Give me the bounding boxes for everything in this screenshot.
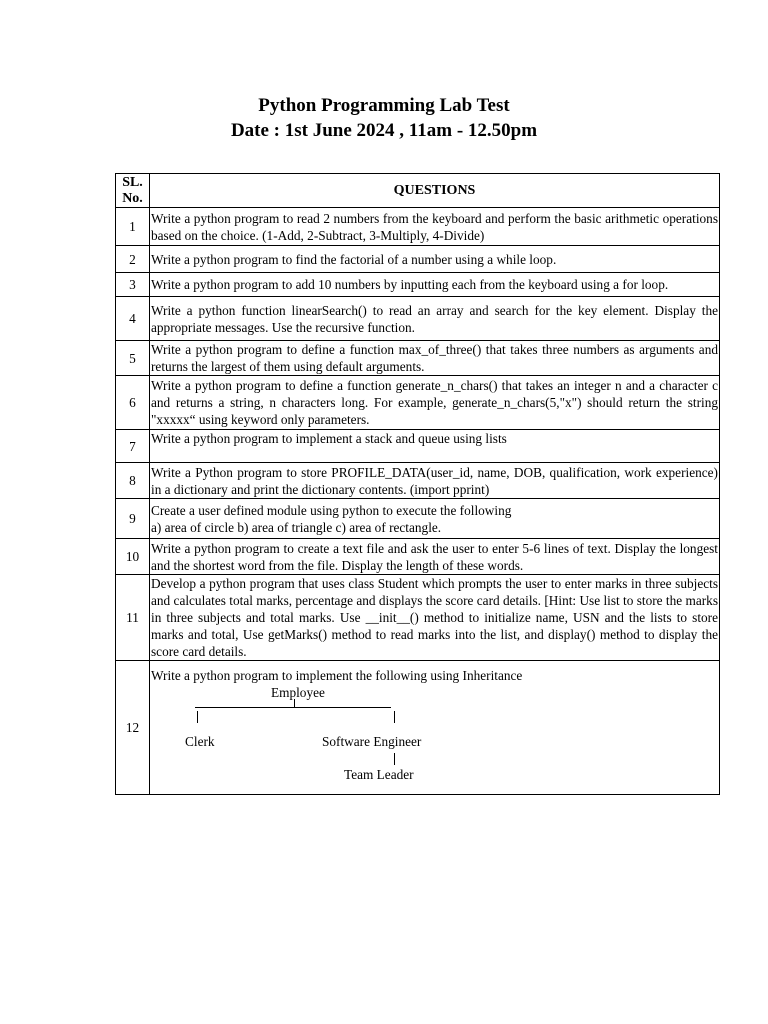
table-row: [116, 499, 720, 539]
tree-node-root: Employee: [271, 685, 325, 700]
row-number: 7: [116, 430, 150, 463]
question-text: [150, 499, 720, 539]
row-number: 4: [116, 297, 150, 341]
table-row: [116, 297, 720, 341]
row-number: 1: [116, 208, 150, 246]
table-row: [116, 341, 720, 376]
question-text: [150, 661, 720, 795]
table-row: [116, 661, 720, 795]
row-number: 8: [116, 463, 150, 499]
question-line: Create a user defined module using python to execute the following: [151, 502, 512, 518]
row-number: 6: [116, 376, 150, 430]
inheritance-diagram: [151, 684, 719, 794]
table-row: [116, 246, 720, 273]
tree-connector: [394, 753, 395, 765]
question-text: Write a python function linearSearch() to read an array and search for the key element. Display the appropriate messages. Use the recursive function.: [150, 297, 720, 341]
row-number: 2: [116, 246, 150, 273]
tree-node-left: Clerk: [185, 734, 215, 749]
question-text: Write a python program to define a function generate_n_chars() that takes an integer n and a character c and returns a string, n characters long. For example, generate_n_chars(5,"x") should return the string "xxxxx“ using keyword only parameters.: [150, 376, 720, 430]
table-row: [116, 208, 720, 246]
table-row: [116, 273, 720, 297]
question-text: Develop a python program that uses class Student which prompts the user to enter marks in three subjects and calculates total marks, percentage and displays the score card details. [Hint: Use list to store the marks in three subjects and total marks. Use __init__() method to initialize name, USN and the lists to store marks and total, Use getMarks() method to read marks into the list, and display() method to display the score card details.: [151, 576, 718, 659]
row-number: 9: [116, 499, 150, 539]
question-text: Write a python program to add 10 numbers by inputting each from the keyboard using a for loop.: [150, 273, 720, 297]
questions-table: [115, 173, 720, 795]
tree-connector: [197, 711, 198, 723]
tree-connector: [195, 707, 391, 708]
document-date: Date : 1st June 2024 , 11am - 12.50pm: [230, 120, 538, 141]
table-row: [116, 463, 720, 499]
table-row: [116, 430, 720, 463]
question-text: Write a python program to implement a stack and queue using lists: [150, 430, 720, 463]
table-row: [116, 376, 720, 430]
row-number: 12: [116, 661, 150, 795]
tree-node-child: Team Leader: [344, 767, 414, 782]
question-line: a) area of circle b) area of triangle c) area of rectangle.: [151, 519, 442, 535]
row-number: 10: [116, 539, 150, 575]
table-header-row: [116, 174, 720, 208]
table-row: [116, 575, 720, 661]
question-text: Write a python program to find the factorial of a number using a while loop.: [150, 246, 720, 273]
tree-connector: [294, 699, 295, 708]
row-number: 3: [116, 273, 150, 297]
row-number: 5: [116, 341, 150, 376]
tree-node-right: Software Engineer: [322, 734, 422, 749]
question-text: Write a python program to create a text file and ask the user to enter 5-6 lines of text. Display the longest and the shortest word from the file. Display the length of these words.: [151, 540, 718, 573]
question-text: Write a python program to read 2 numbers from the keyboard and perform the basic arithmetic operations based on the choice. (1-Add, 2-Subtract, 3-Multiply, 4-Divide): [150, 208, 720, 246]
question-line: Write a python program to implement the following using Inheritance: [151, 668, 523, 683]
question-text: Write a Python program to store PROFILE_DATA(user_id, name, DOB, qualification, work experience) in a dictionary and print the dictionary contents. (import pprint): [151, 464, 718, 497]
row-number: 11: [116, 575, 150, 661]
document-header: [0, 93, 768, 143]
question-text: Write a python program to define a function max_of_three() that takes three numbers as arguments and returns the largest of them using default arguments.: [151, 342, 718, 374]
sl-no-header: SL. No.: [116, 174, 150, 208]
questions-header: QUESTIONS: [150, 174, 720, 208]
table-row: [116, 539, 720, 575]
document-title: Python Programming Lab Test: [258, 95, 510, 116]
tree-connector: [394, 711, 395, 723]
